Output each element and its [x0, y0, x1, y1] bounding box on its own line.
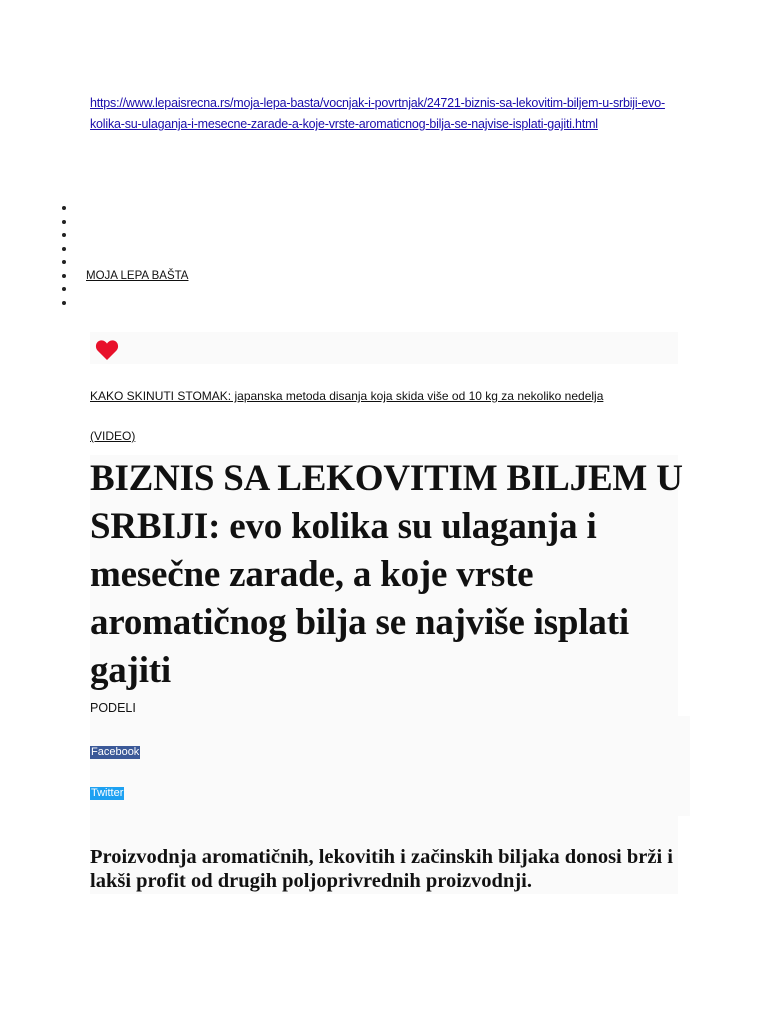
share-label: PODELI — [90, 701, 136, 715]
nav-link-moja-lepa-basta[interactable]: MOJA LEPA BAŠTA — [86, 269, 189, 282]
heart-icon[interactable] — [95, 339, 119, 361]
nav-item-moja-lepa-basta — [58, 269, 188, 283]
source-url-link[interactable]: https://www.lepaisrecna.rs/moja-lepa-basta/vocnjak-i-povrtnjak/24721-biznis-sa-lekovitim-biljem-u-srbiji-evo-kolika-su-ulaganja-i-mesecne-zarade-a-koje-vrste-aromaticnog-bilja-se-najvise-isplati-gajiti.html — [90, 96, 665, 131]
promo-video-link[interactable]: (VIDEO) — [90, 429, 136, 443]
nav-item — [58, 296, 188, 310]
article-lead: Proizvodnja aromatičnih, lekovitih i začinskih biljaka donosi brži i lakši profit od drugih poljoprivrednih proizvodnji. — [90, 846, 673, 892]
facebook-share-button[interactable]: Facebook — [91, 746, 140, 758]
nav-item — [58, 255, 188, 269]
nav-item — [58, 201, 188, 215]
twitter-share-button[interactable]: Twitter — [91, 787, 124, 799]
nav-item — [58, 215, 188, 229]
nav-list — [58, 201, 188, 309]
article-headline: BIZNIS SA LEKOVITIM BILJEM U SRBIJI: evo kolika su ulaganja i mesečne zarade, a koje vrste aromatičnog bilja se najviše isplati gajiti — [90, 458, 683, 691]
promo-band — [90, 332, 678, 364]
nav-item — [58, 242, 188, 256]
nav-item — [58, 282, 188, 296]
promo-headline-link[interactable]: KAKO SKINUTI STOMAK: japanska metoda disanja koja skida više od 10 kg za nekoliko nedelja — [90, 389, 604, 403]
nav-item — [58, 228, 188, 242]
share-band — [90, 716, 690, 816]
